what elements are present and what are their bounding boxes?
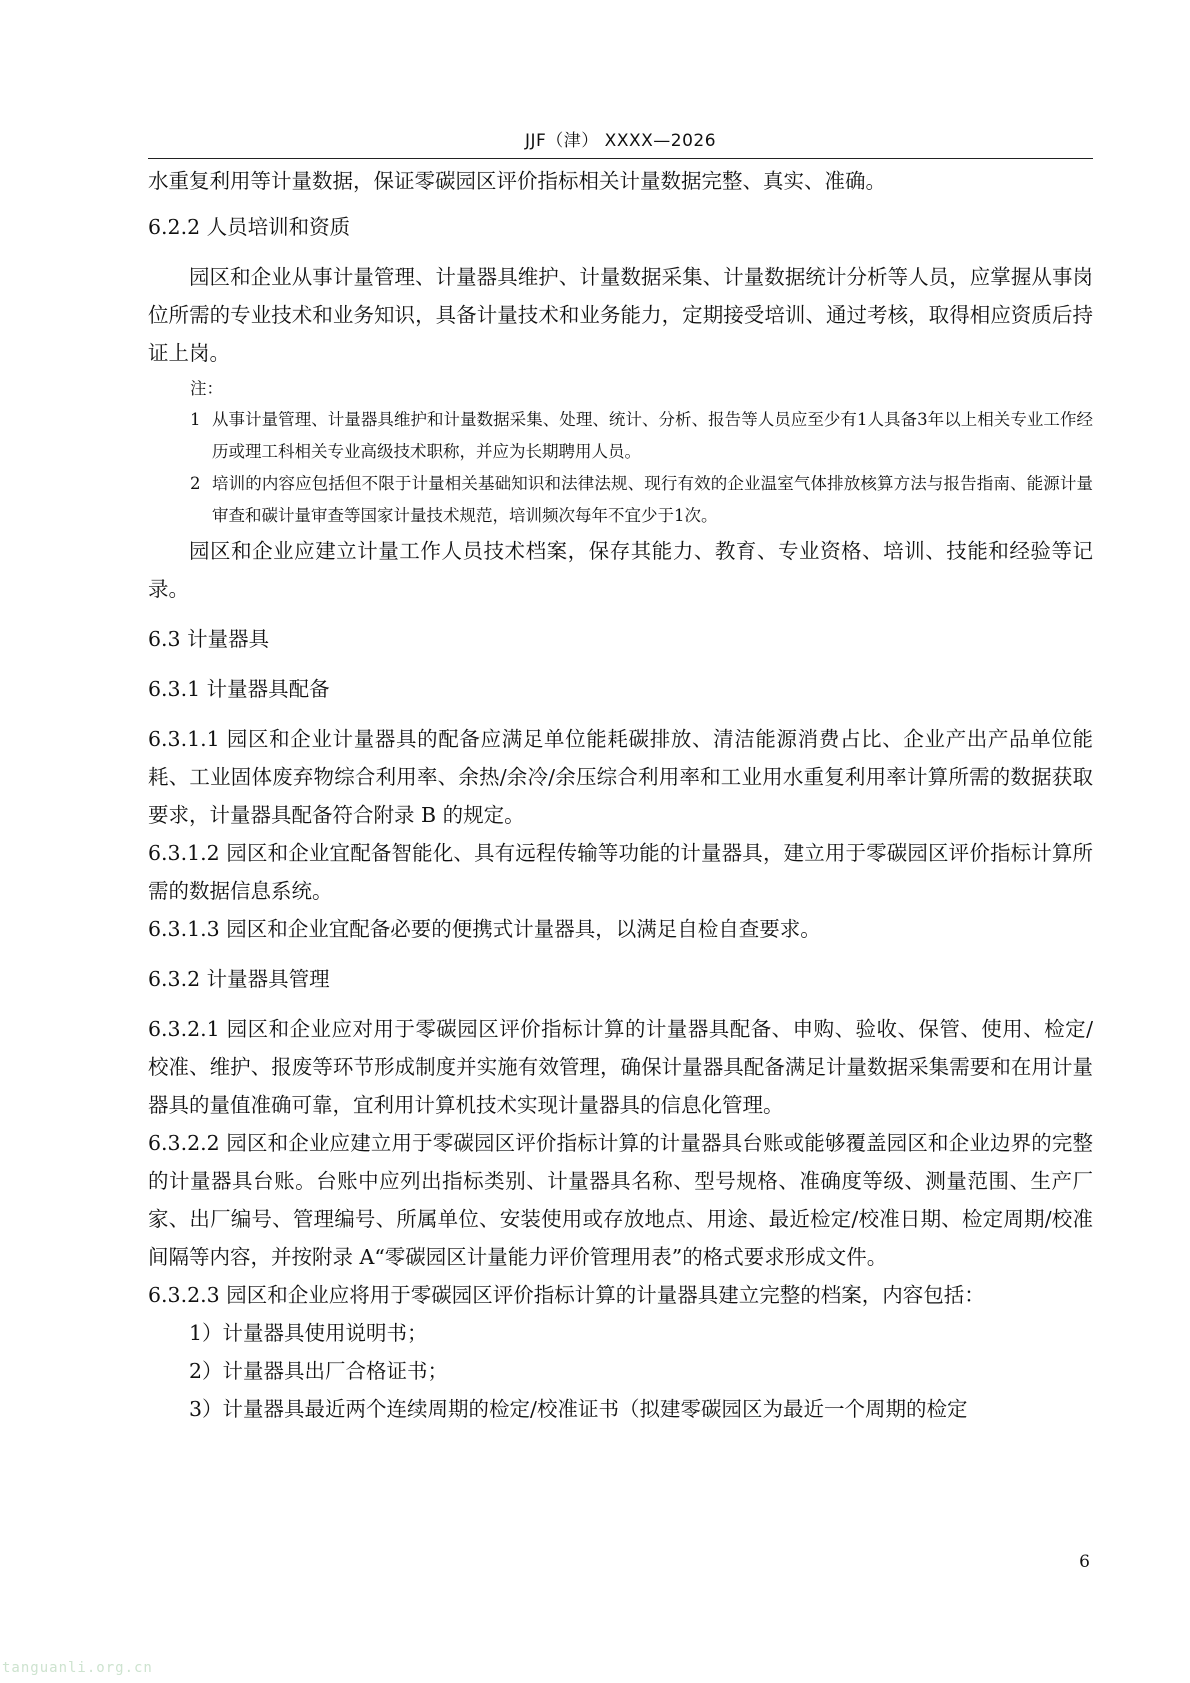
note-text: 培训的内容应包括但不限于计量相关基础知识和法律法规、现行有效的企业温室气体排放核算方法与报告指南、能源计量审查和碳计量审查等国家计量技术规范，培训频次每年不宜少于1次。 bbox=[212, 474, 1093, 525]
list-item: 3）计量器具最近两个连续周期的检定/校准证书（拟建零碳园区为最近一个周期的检定 bbox=[189, 1397, 968, 1421]
paragraph-6-3-2-2: 6.3.2.2 园区和企业应建立用于零碳园区评价指标计算的计量器具台账或能够覆盖园区和企业边界的完整的计量器具台账。台账中应列出指标类别、计量器具名称、型号规格、准确度等级、测量范围、生产厂家、出厂编号、管理编号、所属单位、安装使用或存放地点、用途、最近检定/校准日期、检定周期/校准间隔等内容，并按附录 A“零碳园区计量能力评价管理用表”的格式要求形成文件。 bbox=[148, 1131, 1093, 1269]
note-label: 注： bbox=[190, 379, 223, 398]
paragraph-6-3-1-3: 6.3.1.3 园区和企业宜配备必要的便携式计量器具，以满足自检自查要求。 bbox=[148, 917, 821, 941]
paragraph-6-2-2-a: 园区和企业从事计量管理、计量器具维护、计量数据采集、计量数据统计分析等人员，应掌握从事岗位所需的专业技术和业务知识，具备计量技术和业务能力，定期接受培训、通过考核，取得相应资质后持证上岗。 bbox=[148, 265, 1093, 365]
paragraph-6-3-2-1: 6.3.2.1 园区和企业应对用于零碳园区评价指标计算的计量器具配备、申购、验收、保管、使用、检定/校准、维护、报废等环节形成制度并实施有效管理，确保计量器具配备满足计量数据采集需要和在用计量器具的量值准确可靠，宜利用计算机技术实现计量器具的信息化管理。 bbox=[148, 1017, 1093, 1117]
header-rule bbox=[148, 158, 1093, 159]
paragraph-6-3-2-3: 6.3.2.3 园区和企业应将用于零碳园区评价指标计算的计量器具建立完整的档案，内容包括： bbox=[148, 1283, 985, 1307]
list-item: 2）计量器具出厂合格证书； bbox=[189, 1359, 449, 1383]
heading-6-3-2: 6.3.2 计量器具管理 bbox=[148, 967, 330, 991]
heading-6-3-1: 6.3.1 计量器具配备 bbox=[148, 677, 330, 701]
note-number: 2 bbox=[190, 474, 201, 493]
note-item bbox=[148, 468, 1093, 532]
heading-6-3: 6.3 计量器具 bbox=[148, 627, 270, 651]
document-body bbox=[148, 162, 1093, 1428]
paragraph-6-3-1-1: 6.3.1.1 园区和企业计量器具的配备应满足单位能耗碳排放、清洁能源消费占比、企业产出产品单位能耗、工业固体废弃物综合利用率、余热/余冷/余压综合利用率和工业用水重复利用率计算所需的数据获取要求，计量器具配备符合附录 B 的规定。 bbox=[148, 727, 1093, 827]
document-header-code: JJF（津） XXXX—2026 bbox=[524, 131, 717, 151]
continued-paragraph: 水重复利用等计量数据，保证零碳园区评价指标相关计量数据完整、真实、准确。 bbox=[148, 169, 886, 193]
page-number: 6 bbox=[1079, 1552, 1090, 1572]
note-item bbox=[148, 404, 1093, 468]
list-item: 1）计量器具使用说明书； bbox=[189, 1321, 428, 1345]
heading-6-2-2: 6.2.2 人员培训和资质 bbox=[148, 215, 351, 239]
note-text: 从事计量管理、计量器具维护和计量数据采集、处理、统计、分析、报告等人员应至少有1人具备3年以上相关专业工作经历或理工科相关专业高级技术职称，并应为长期聘用人员。 bbox=[212, 410, 1093, 461]
paragraph-6-2-2-b: 园区和企业应建立计量工作人员技术档案，保存其能力、教育、专业资格、培训、技能和经验等记录。 bbox=[148, 539, 1093, 601]
paragraph-6-3-1-2: 6.3.1.2 园区和企业宜配备智能化、具有远程传输等功能的计量器具，建立用于零碳园区评价指标计算所需的数据信息系统。 bbox=[148, 841, 1093, 903]
watermark: tanguanli.org.cn bbox=[2, 1660, 153, 1676]
note-number: 1 bbox=[190, 410, 201, 429]
